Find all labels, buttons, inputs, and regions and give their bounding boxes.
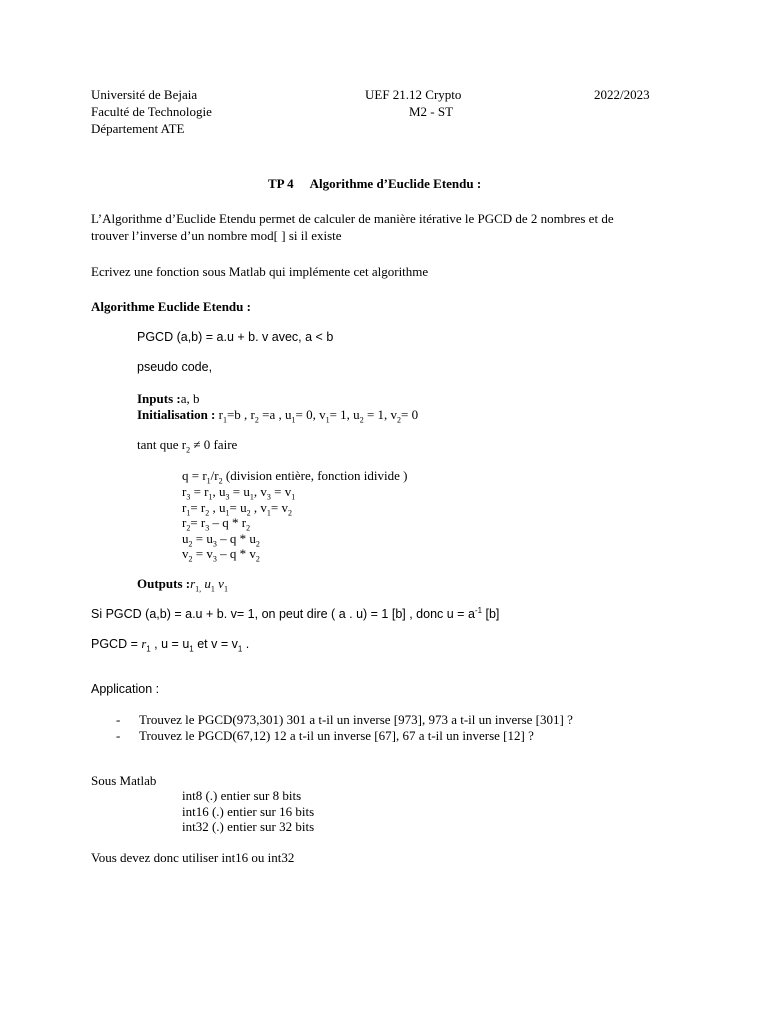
pseudo-code-label: pseudo code,	[137, 360, 213, 374]
outputs-line: Outputs $:r_{1,}$ $u_1$ $v_1$	[137, 576, 228, 594]
loop-step-v2: $v_2 = v_3 - q * v_2$	[182, 546, 260, 564]
application-item-1: Trouvez le PGCD(973,301) 301 a t-il un inverse [973], 973 a t-il un inverse [301] ?	[139, 712, 573, 727]
algo-heading: Algorithme Euclide Etendu :	[91, 299, 251, 314]
matlab-label: Sous Matlab	[91, 773, 157, 788]
department-name: Département ATE	[91, 121, 185, 136]
init-label: Initialisation :	[137, 407, 216, 422]
page-title	[268, 175, 481, 192]
matlab-type-int8: int8 (.) entier sur 8 bits	[182, 788, 302, 803]
loop-step-r2: $r_2= r_3 - q * r_2$	[182, 515, 251, 533]
tp-number: TP 4	[268, 176, 294, 191]
matlab-type-int32: int32 (.) entier sur 32 bits	[182, 819, 315, 834]
inputs-value: a, b	[180, 391, 200, 406]
task-statement: Ecrivez une fonction sous Matlab qui implémente cet algorithme	[91, 264, 429, 279]
intro-line-1: L’Algorithme d’Euclide Etendu permet de calculer de manière itérative le PGCD de 2 nombres et de	[91, 211, 614, 226]
application-bullet-2: -	[116, 728, 121, 743]
application-bullet-1: -	[116, 712, 121, 727]
result-relation: PGCD = $r_1$ , $u = u_1$ et $v = v_1$ .	[91, 637, 250, 654]
tp-title: Algorithme d’Euclide Etendu :	[309, 176, 482, 191]
while-condition: tant que $r_2 \ne 0$ faire	[137, 437, 238, 455]
matlab-conclusion: Vous devez donc utiliser int16 ou int32	[91, 850, 295, 865]
loop-step-u2: $u_2 = u_3 - q * u_2$	[182, 531, 260, 549]
course-level: M2 - ST	[409, 104, 454, 119]
application-label: Application :	[91, 682, 160, 696]
faculty-name: Faculté de Technologie	[91, 104, 212, 119]
university-name: Université de Bejaia	[91, 87, 198, 102]
loop-step-save: $r_3 = r_1$, $u_3 = u_1$, $v_3 = v_1$	[182, 484, 296, 502]
inputs-line	[137, 390, 200, 407]
application-item-2: Trouvez le PGCD(67,12) 12 a t-il un inverse [67], 67 a t-il un inverse [12] ?	[139, 728, 534, 743]
inverse-relation: Si PGCD (a,b) = a.u + b. v= 1, on peut dire ( a . u) = 1 [b] , donc $u = a^{-1}$ [b]	[91, 605, 500, 621]
course-code: UEF 21.12 Crypto	[365, 87, 462, 102]
loop-step-quotient: $q = r_1/r_2$ (division entière, fonction idivide )	[182, 468, 408, 486]
intro-line-2: trouver l’inverse d’un nombre mod[ ] si il existe	[91, 228, 342, 243]
academic-year: 2022/2023	[594, 87, 650, 102]
initialisation-line: Initialisation : $r_1=b$ , $r_2 =a$ , $u_1= 0$, $v_1= 1$, $u_2 = 1$, $v_2= 0$	[137, 407, 419, 425]
inputs-label: Inputs :	[137, 391, 181, 406]
pgcd-relation: PGCD (a,b) = a.u + b. v avec, a < b	[137, 330, 334, 344]
loop-step-shift: $r_1= r_2$ , $u_1= u_2$ , $v_1= v_2$	[182, 500, 292, 518]
matlab-type-int16: int16 (.) entier sur 16 bits	[182, 804, 315, 819]
outputs-label: Outputs :	[137, 576, 191, 591]
